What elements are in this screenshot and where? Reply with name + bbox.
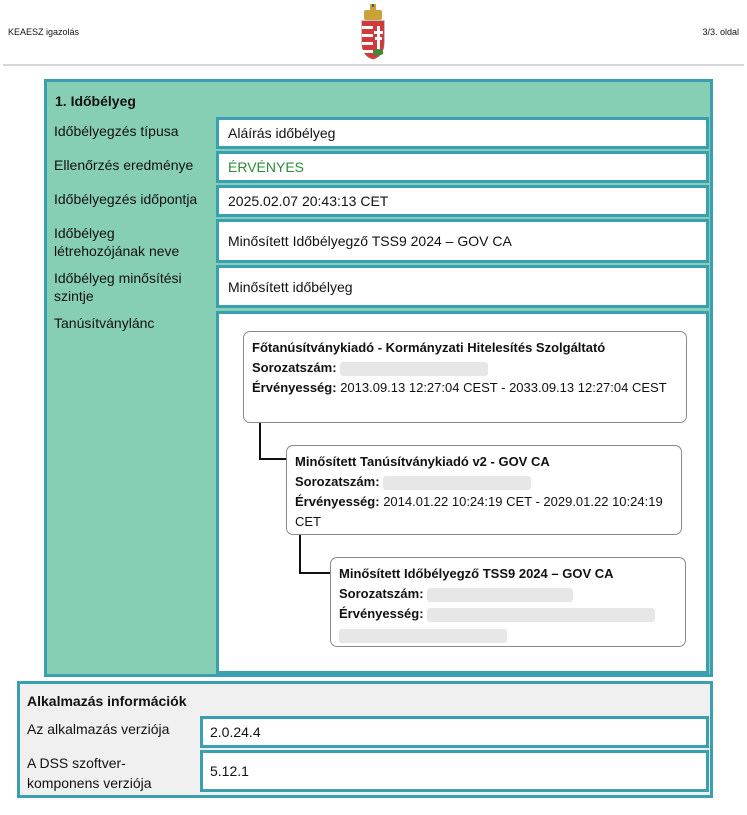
validity-value: 2013.09.13 12:27:04 CEST - 2033.09.13 12:27:04 CEST [340, 380, 667, 395]
timestamp-issuer-value: Minősített Időbélyegző TSS9 2024 – GOV CA [216, 219, 709, 263]
certificate-chain [216, 311, 709, 674]
document-title: KEAESZ igazolás [8, 27, 80, 37]
timestamp-type-value: Aláírás időbélyeg [216, 117, 709, 149]
verification-result-value: ÉRVÉNYES [216, 151, 709, 183]
serial-redacted [340, 362, 488, 376]
section-title: 1. Időbélyeg [55, 93, 136, 109]
certificate-chain-label: Tanúsítványlánc [54, 315, 155, 331]
certificate-name: Minősített Tanúsítványkiadó v2 - GOV CA [295, 454, 550, 469]
certificate-name: Minősített Időbélyegző TSS9 2024 – GOV CA [339, 566, 614, 581]
application-info-section [17, 681, 713, 798]
serial-label: Sorozatszám: [252, 360, 337, 375]
app-version-value: 2.0.24.4 [200, 716, 709, 748]
serial-redacted [383, 476, 531, 490]
timestamp-section [44, 79, 713, 677]
validity-label: Érvényesség: [252, 380, 337, 395]
timestamp-qualification-value: Minősített időbélyeg [216, 265, 709, 308]
serial-label: Sorozatszám: [339, 586, 424, 601]
serial-label: Sorozatszám: [295, 474, 380, 489]
validity-label: Érvényesség: [295, 494, 380, 509]
validity-redacted [339, 629, 507, 643]
certificate-root [243, 331, 687, 423]
chain-connector [299, 533, 333, 574]
timestamp-qualification-label: Időbélyeg minősítési szintje [54, 270, 182, 304]
app-version-label: Az alkalmazás verziója [27, 721, 170, 737]
timestamp-issuer-label: Időbélyeg létrehozójának neve [54, 225, 180, 259]
timestamp-time-value: 2025.02.07 20:43:13 CET [216, 185, 709, 217]
validity-label: Érvényesség: [339, 606, 424, 621]
dss-version-label: A DSS szoftver-komponens verziója [27, 755, 152, 791]
chain-connector [259, 422, 289, 460]
timestamp-type-label: Időbélyegzés típusa [54, 123, 179, 139]
page-number: 3/3. oldal [702, 27, 739, 37]
validity-value: 2014.01.22 10:24:19 CET - 2029.01.22 10:24:19 CET [295, 494, 663, 529]
timestamp-time-label: Időbélyegzés időpontja [54, 191, 198, 207]
header-divider [3, 64, 744, 66]
serial-redacted [427, 588, 573, 602]
certificate-intermediate [286, 445, 682, 535]
verification-result-label: Ellenőrzés eredménye [54, 157, 194, 173]
dss-version-value: 5.12.1 [200, 750, 709, 792]
coat-of-arms-icon [358, 4, 388, 60]
certificate-leaf [330, 557, 686, 647]
validity-redacted [427, 608, 655, 622]
section-title: Alkalmazás információk [27, 693, 187, 709]
certificate-name: Főtanúsítványkiadó - Kormányzati Hitelesítés Szolgáltató [252, 340, 606, 355]
